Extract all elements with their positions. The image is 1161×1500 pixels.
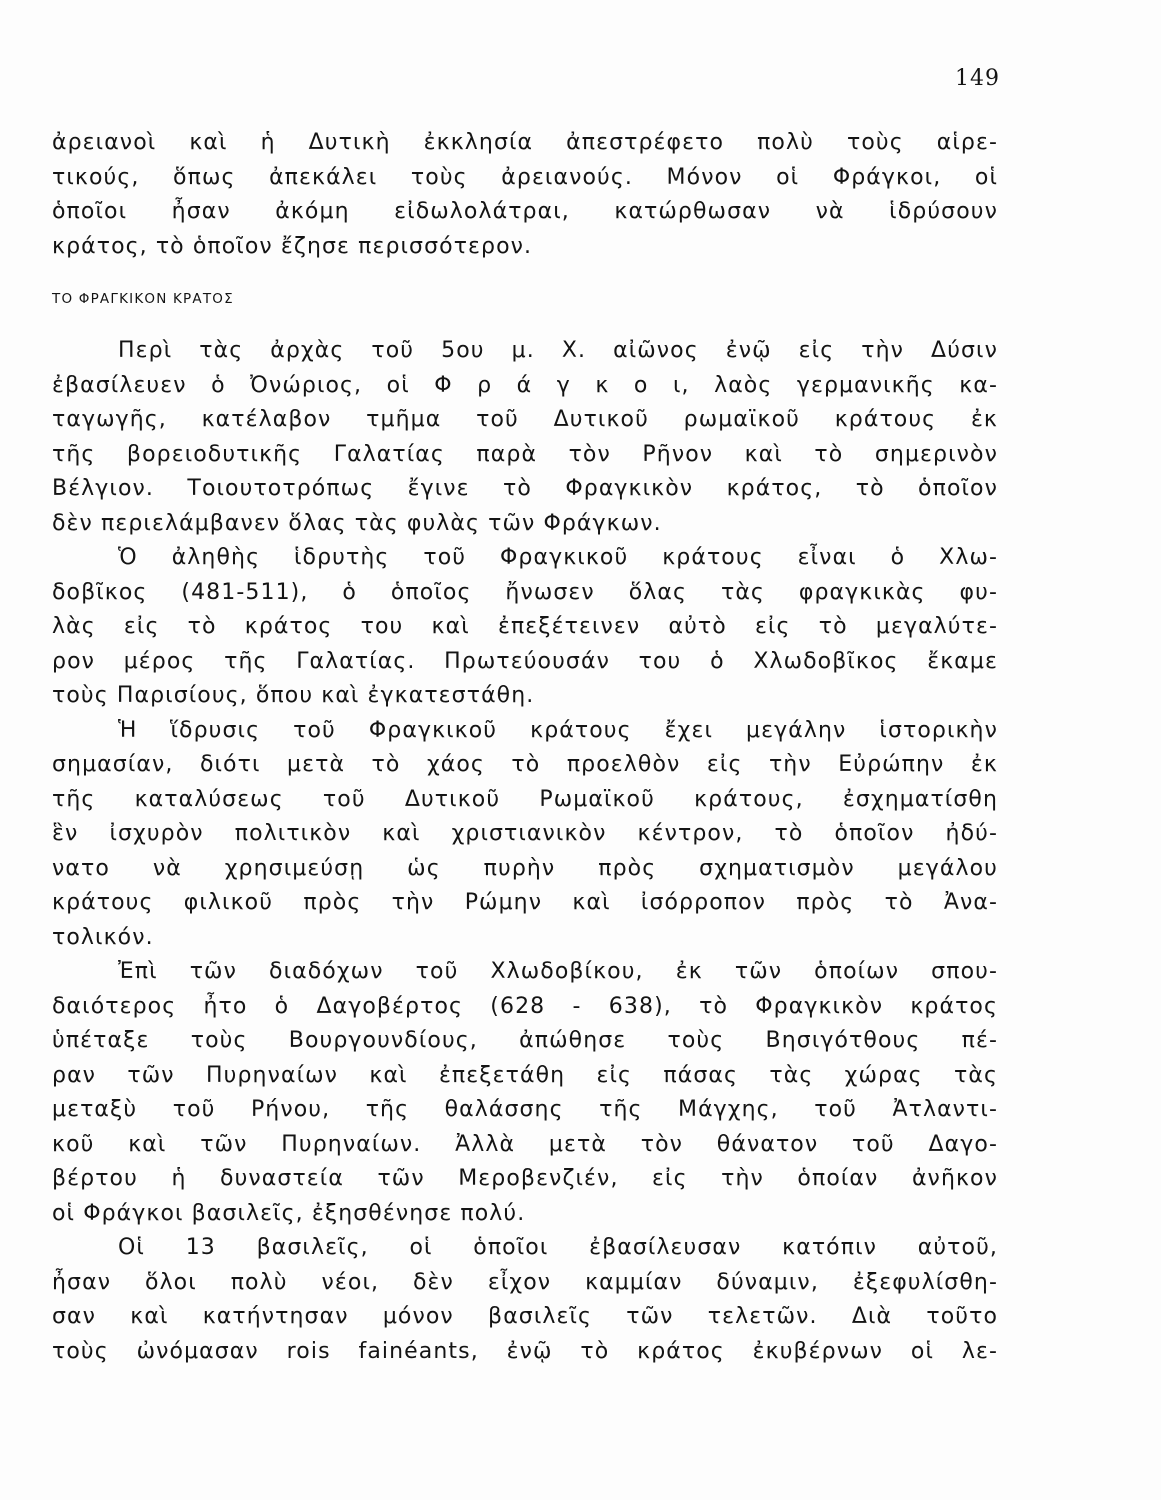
text-line: τολικόν. — [52, 924, 154, 950]
text-line: τοὺς ὠνόμασαν rois fainéants, ἐνῷ τὸ κράτος ἐκυβέρνων οἱ λε- — [52, 1338, 998, 1364]
text-line: κράτους φιλικοῦ πρὸς τὴν Ρώμην καὶ ἰσόρροπον πρὸς τὸ Ἀνα- — [52, 890, 998, 915]
intro-paragraph — [52, 126, 998, 264]
text-line: δὲν περιελάμβανεν ὅλας τὰς φυλὰς τῶν Φράγκων. — [52, 510, 662, 536]
text-line: κοῦ καὶ τῶν Πυρηναίων. Ἀλλὰ μετὰ τὸν θάνατον τοῦ Δαγο- — [52, 1131, 998, 1157]
text-line: Βέλγιον. Τοιουτοτρόπως ἔγινε τὸ Φραγκικὸν κράτος, τὸ ὁποῖον — [52, 476, 998, 501]
text-line: οἱ Φράγκοι βασιλεῖς, ἐξησθένησε πολύ. — [52, 1200, 526, 1226]
text-line: βέρτου ἡ δυναστεία τῶν Μεροβενζιέν, εἰς τὴν ὁποίαν ἀνῆκον — [52, 1166, 998, 1191]
text-line: μεταξὺ τοῦ Ρήνου, τῆς θαλάσσης τῆς Μάγχης, τοῦ Ἀτλαντι- — [52, 1097, 998, 1122]
text-line: σαν καὶ κατήντησαν μόνον βασιλεῖς τῶν τελετῶν. Διὰ τοῦτο — [52, 1304, 998, 1329]
text-line: ἓν ἰσχυρὸν πολιτικὸν καὶ χριστιανικὸν κέντρον, τὸ ὁποῖον ἠδύ- — [52, 821, 998, 846]
page-number: 149 — [955, 66, 1000, 91]
text-line: ταγωγῆς, κατέλαβον τμῆμα τοῦ Δυτικοῦ ρωμαϊκοῦ κράτους ἐκ — [52, 407, 998, 432]
text-line: ἀρειανοὶ καὶ ἡ Δυτικὴ ἐκκλησία ἀπεστρέφετο πολὺ τοὺς αἱρε- — [52, 130, 998, 155]
text-line: ὑπέταξε τοὺς Βουργουνδίους, ἀπώθησε τοὺς Βησιγότθους πέ- — [52, 1028, 998, 1053]
text-line: ἐβασίλευεν ὁ Ὀνώριος, οἱ Φ ρ ά γ κ ο ι, λαὸς γερμανικῆς κα- — [52, 372, 998, 398]
text-line: νατο νὰ χρησιμεύσῃ ὡς πυρὴν πρὸς σχηματισμὸν μεγάλου — [52, 855, 998, 881]
text-line: λὰς εἰς τὸ κράτος του καὶ ἐπεξέτεινεν αὐτὸ εἰς τὸ μεγαλύτε- — [52, 614, 998, 639]
text-line: Ἡ ἵδρυσις τοῦ Φραγκικοῦ κράτους ἔχει μεγάλην ἱστορικὴν — [118, 717, 998, 743]
text-line: Ἐπὶ τῶν διαδόχων τοῦ Χλωδοβίκου, ἐκ τῶν ὁποίων σπου- — [118, 959, 998, 984]
text-line: Οἱ 13 βασιλεῖς, οἱ ὁποῖοι ἐβασίλευσαν κατόπιν αὐτοῦ, — [118, 1235, 998, 1260]
text-line: δαιότερος ἦτο ὁ Δαγοβέρτος (628 - 638), τὸ Φραγκικὸν κράτος — [52, 993, 998, 1019]
text-line: ἦσαν ὅλοι πολὺ νέοι, δὲν εἶχον καμμίαν δύναμιν, ἐξεφυλίσθη- — [52, 1269, 998, 1295]
text-line: κράτος, τὸ ὁποῖον ἔζησε περισσότερον. — [52, 233, 533, 259]
text-line: Ὁ ἀληθὴς ἱδρυτὴς τοῦ Φραγκικοῦ κράτους εἶναι ὁ Χλω- — [118, 545, 998, 570]
text-line: ὁποῖοι ἦσαν ἀκόμη εἰδωλολάτραι, κατώρθωσαν νὰ ἱδρύσουν — [52, 199, 998, 224]
section-heading: ΤΟ ΦΡΑΓΚΙΚΟΝ ΚΡΑΤΟΣ — [52, 291, 234, 307]
text-line: δοβῖκος (481-511), ὁ ὁποῖος ἤνωσεν ὅλας τὰς φραγκικὰς φυ- — [52, 579, 998, 605]
text-line: τοὺς Παρισίους, ὅπου καὶ ἐγκατεστάθη. — [52, 683, 535, 708]
text-line: ρον μέρος τῆς Γαλατίας. Πρωτεύουσάν του ὁ Χλωδοβῖκος ἔκαμε — [52, 648, 998, 674]
text-line: τικούς, ὅπως ἀπεκάλει τοὺς ἀρειανούς. Μόνον οἱ Φράγκοι, οἱ — [52, 164, 998, 190]
text-line: Περὶ τὰς ἀρχὰς τοῦ 5ου μ. Χ. αἰῶνος ἐνῷ εἰς τὴν Δύσιν — [118, 338, 998, 363]
body-text — [52, 334, 998, 1369]
text-line: τῆς βορειοδυτικῆς Γαλατίας παρὰ τὸν Ρῆνον καὶ τὸ σημερινὸν — [52, 441, 998, 467]
text-line: σημασίαν, διότι μετὰ τὸ χάος τὸ προελθὸν εἰς τὴν Εὐρώπην ἐκ — [52, 752, 998, 777]
text-line: ραν τῶν Πυρηναίων καὶ ἐπεξετάθη εἰς πάσας τὰς χώρας τὰς — [52, 1062, 998, 1088]
text-line: τῆς καταλύσεως τοῦ Δυτικοῦ Ρωμαϊκοῦ κράτους, ἐσχηματίσθη — [52, 786, 998, 812]
